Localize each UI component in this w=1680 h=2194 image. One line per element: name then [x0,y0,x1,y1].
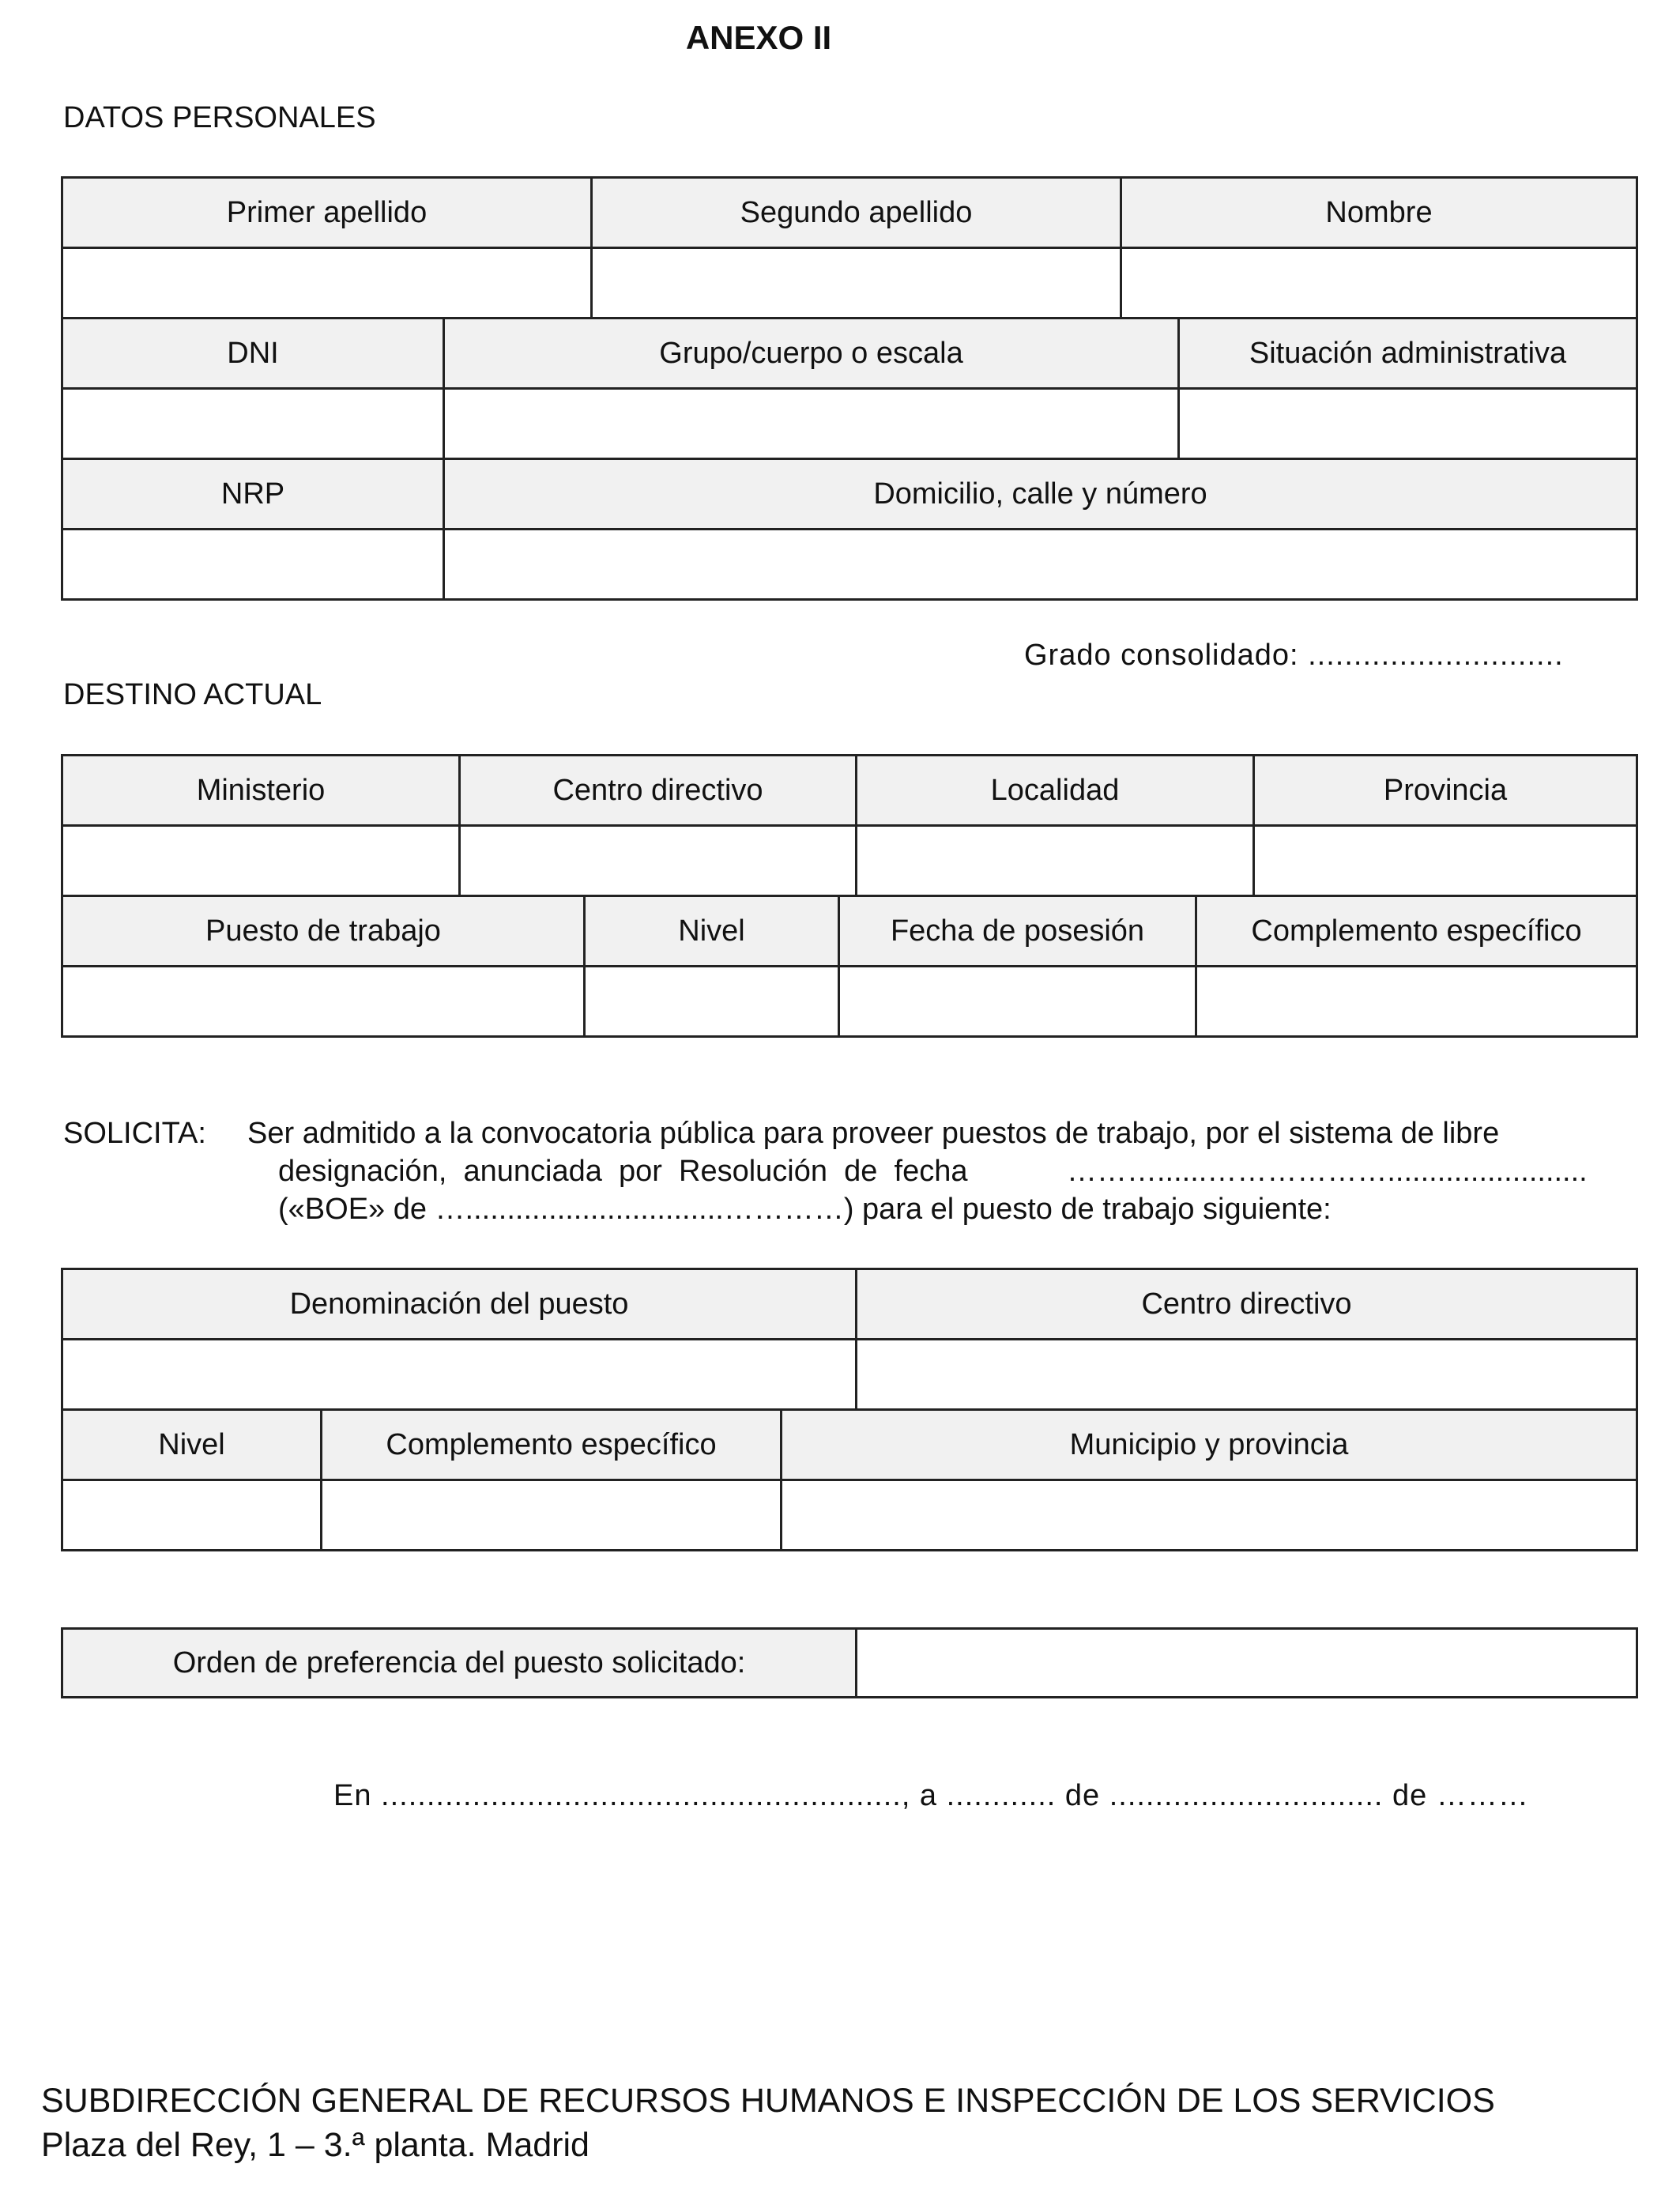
header-grupo-cuerpo: Grupo/cuerpo o escala [444,319,1179,389]
footer-line-1: SUBDIRECCIÓN GENERAL DE RECURSOS HUMANOS E INSPECCIÓN DE LOS SERVICIOS [41,2082,1495,2120]
field-centro-directivo[interactable] [460,826,857,896]
grado-consolidado: Grado consolidado: ............................ [1024,639,1564,672]
datos-personales-table-a [61,176,1638,319]
header-fecha-de-posesion: Fecha de posesión [839,896,1196,967]
header-segundo-apellido: Segundo apellido [592,178,1121,248]
header-orden-de-preferencia: Orden de preferencia del puesto solicitado: [62,1629,857,1698]
destino-actual-table-a [61,754,1638,897]
puesto-table-a [61,1268,1638,1411]
section-heading-datos-personales: DATOS PERSONALES [63,101,376,134]
header-nrp: NRP [62,459,444,530]
page-title: ANEXO II [685,19,832,56]
header-puesto-complemento-especifico: Complemento específico [322,1410,782,1480]
header-primer-apellido: Primer apellido [62,178,592,248]
field-provincia[interactable] [1254,826,1637,896]
header-puesto-centro-directivo: Centro directivo [857,1269,1637,1340]
destino-actual-table-b [61,895,1638,1038]
field-puesto-nivel[interactable] [62,1480,322,1551]
footer-line-2: Plaza del Rey, 1 – 3.ª planta. Madrid [41,2126,590,2164]
field-nrp[interactable] [62,530,444,600]
solicita-fecha-dots: ………......………………........................ [1067,1155,1588,1188]
field-grupo-cuerpo[interactable] [444,389,1179,459]
puesto-table-b [61,1408,1638,1551]
header-ministerio: Ministerio [62,756,460,826]
header-complemento-especifico: Complemento específico [1196,896,1637,967]
datos-personales-table-b [61,317,1638,460]
header-domicilio: Domicilio, calle y número [444,459,1637,530]
fecha-lugar-line: En ........................................................., a ............ de .............................. de ……… [333,1779,1529,1812]
header-situacion-administrativa: Situación administrativa [1179,319,1637,389]
field-puesto-de-trabajo[interactable] [62,967,585,1037]
field-primer-apellido[interactable] [62,248,592,319]
header-denominacion-del-puesto: Denominación del puesto [62,1269,857,1340]
field-orden-de-preferencia[interactable] [857,1629,1637,1698]
header-municipio-y-provincia: Municipio y provincia [782,1410,1637,1480]
header-localidad: Localidad [857,756,1254,826]
header-puesto-de-trabajo: Puesto de trabajo [62,896,585,967]
header-nombre: Nombre [1121,178,1637,248]
solicita-line-3: («BOE» de …...............................…………) para el puesto de trabajo siguiente: [278,1193,1332,1226]
field-segundo-apellido[interactable] [592,248,1121,319]
field-puesto-complemento-especifico[interactable] [322,1480,782,1551]
field-puesto-centro-directivo[interactable] [857,1340,1637,1410]
field-complemento-especifico[interactable] [1196,967,1637,1037]
section-heading-destino-actual: DESTINO ACTUAL [63,678,322,711]
field-municipio-y-provincia[interactable] [782,1480,1637,1551]
solicita-line-2: designación, anunciada por Resolución de fecha [278,1155,968,1188]
header-nivel: Nivel [585,896,839,967]
field-denominacion-del-puesto[interactable] [62,1340,857,1410]
field-nombre[interactable] [1121,248,1637,319]
field-fecha-de-posesion[interactable] [839,967,1196,1037]
solicita-line-1: Ser admitido a la convocatoria pública para proveer puestos de trabajo, por el sistema de libre [247,1117,1500,1150]
datos-personales-table-c [61,458,1638,601]
header-provincia: Provincia [1254,756,1637,826]
solicita-label: SOLICITA: [63,1117,206,1150]
field-localidad[interactable] [857,826,1254,896]
field-ministerio[interactable] [62,826,460,896]
field-dni[interactable] [62,389,444,459]
field-nivel[interactable] [585,967,839,1037]
preferencia-table [61,1627,1638,1698]
field-situacion-administrativa[interactable] [1179,389,1637,459]
field-domicilio[interactable] [444,530,1637,600]
header-puesto-nivel: Nivel [62,1410,322,1480]
header-centro-directivo: Centro directivo [460,756,857,826]
header-dni: DNI [62,319,444,389]
